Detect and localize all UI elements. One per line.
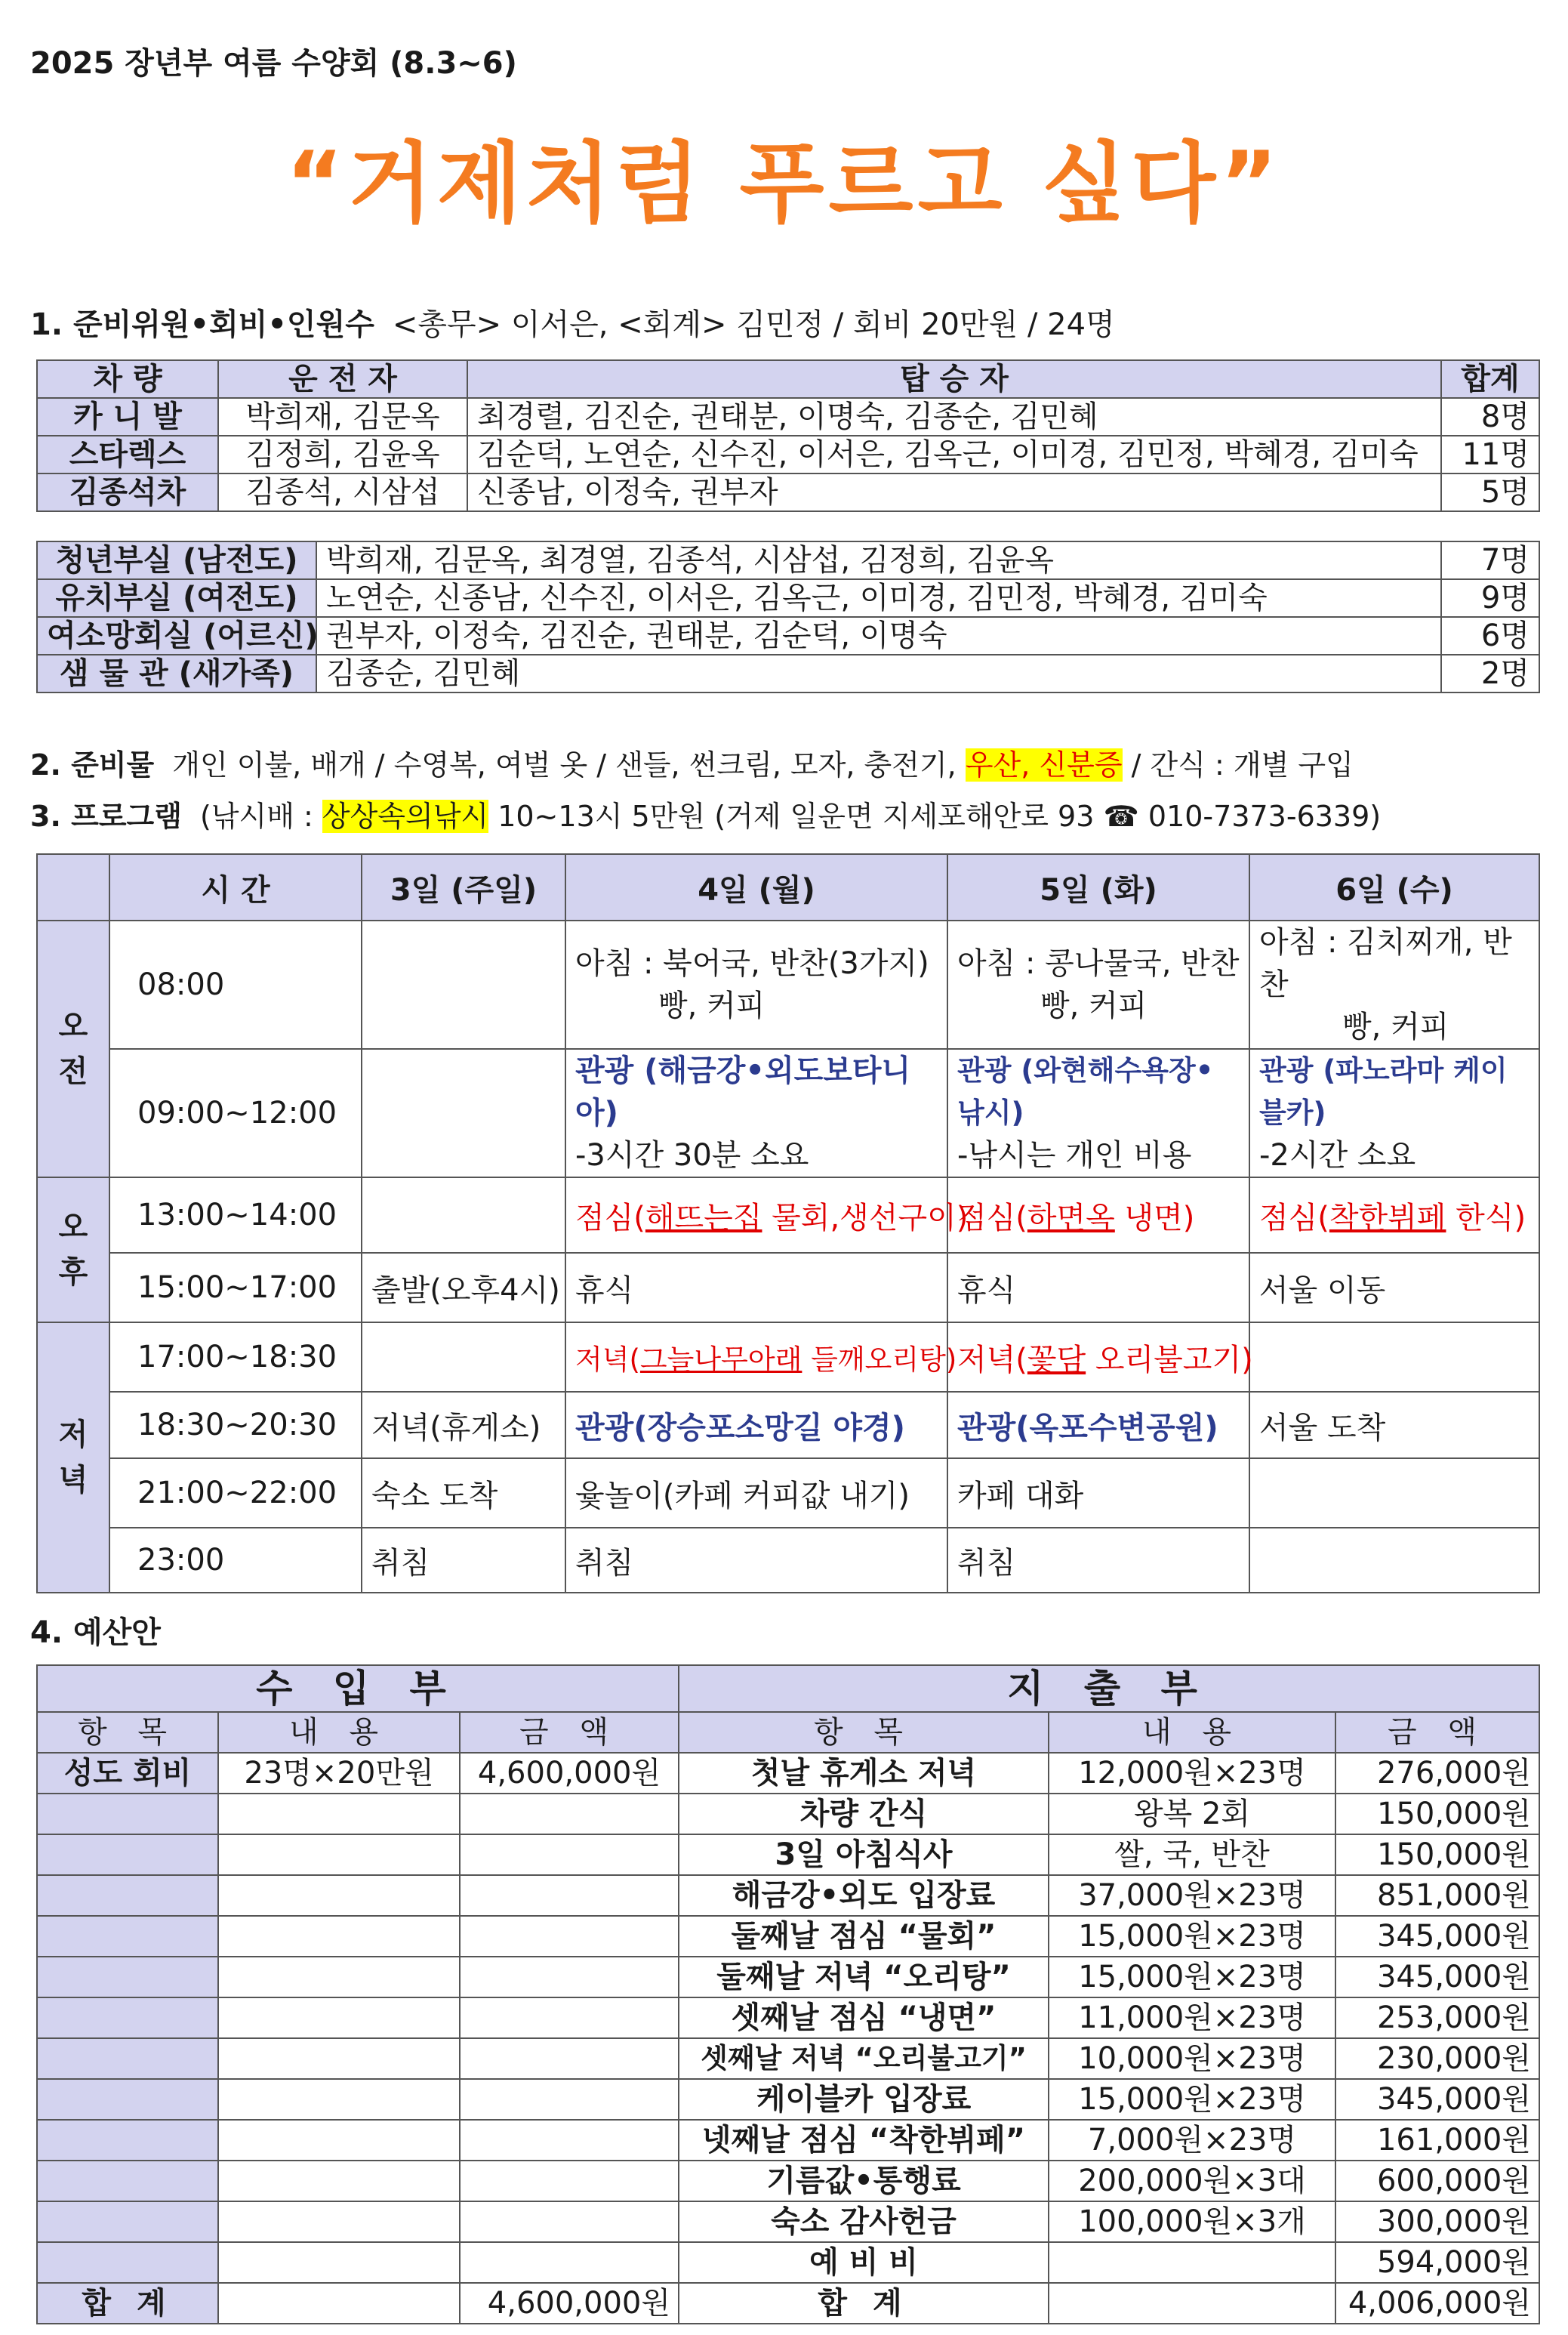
expense-item: 차량 간식: [679, 1794, 1049, 1834]
table-row: [37, 2038, 1539, 2079]
col-header-income-amount: 금 액: [460, 1712, 679, 1753]
table-row: [37, 655, 1539, 692]
table-row: [37, 1875, 1539, 1916]
car-total: 11명: [1441, 436, 1539, 473]
table-row: [37, 1957, 1539, 1997]
col-header-income-content: 내 용: [218, 1712, 460, 1753]
table-row: [37, 1834, 1539, 1875]
time-cell: 15:00~17:00: [109, 1253, 362, 1322]
period-am: 오전: [37, 921, 109, 1177]
day4-cell: 관광(장승포소망길 야경): [565, 1392, 947, 1458]
expense-item: 넷째날 점심 “착한뷔페”: [679, 2120, 1049, 2161]
day4-cell: 취침: [565, 1528, 947, 1593]
room-members: 박희재, 김문옥, 최경열, 김종석, 시삼섭, 김정희, 김윤옥: [316, 541, 1441, 579]
time-cell: 13:00~14:00: [109, 1177, 362, 1253]
expense-content: 왕복 2회: [1049, 1794, 1335, 1834]
section-2-tail: / 간식 : 개별 구입: [1122, 748, 1354, 782]
car-total: 8명: [1441, 398, 1539, 436]
expense-total: 4,006,000원: [1335, 2283, 1539, 2324]
page-header: 2025 장년부 여름 수양회 (8.3~6): [30, 46, 517, 81]
col-header-expense-item: 항 목: [679, 1712, 1049, 1753]
table-row: [37, 1392, 1539, 1458]
car-riders: 김순덕, 노연순, 신수진, 이서은, 김옥근, 이미경, 김민정, 박혜경, 김미숙: [467, 436, 1441, 473]
col-header-driver: 운 전 자: [218, 360, 467, 398]
table-row: [37, 1458, 1539, 1528]
period-pm: 오후: [37, 1177, 109, 1322]
table-row: [37, 473, 1539, 511]
table-row: [37, 1253, 1539, 1322]
expense-amount: 300,000원: [1335, 2201, 1539, 2242]
budget-table: [36, 1664, 1540, 2324]
table-row: [37, 617, 1539, 655]
income-title: 수 입 부: [37, 1665, 679, 1712]
car-table: [36, 359, 1540, 512]
budget-total-row: [37, 2283, 1539, 2324]
expense-amount: 851,000원: [1335, 1875, 1539, 1916]
section-4-label: 4. 예산안: [30, 1615, 161, 1650]
expense-item: 둘째날 점심 “물회”: [679, 1916, 1049, 1957]
page-title: “거제처럼 푸르고 싶다”: [285, 133, 1283, 235]
day5-cell: 저녁(꽃담 오리불고기): [947, 1322, 1249, 1392]
room-members: 노연순, 신종남, 신수진, 이서은, 김옥근, 이미경, 김민정, 박혜경, 김미숙: [316, 579, 1441, 617]
car-driver: 김종석, 시삼섭: [218, 473, 467, 511]
room-table: [36, 541, 1540, 693]
car-name: 스타렉스: [37, 436, 218, 473]
table-row: [37, 398, 1539, 436]
table-row: [37, 921, 1539, 1049]
section-4: [30, 1609, 179, 1652]
day5-cell: 점심(하면옥 냉면): [947, 1177, 1249, 1253]
day3-cell: [362, 1049, 565, 1177]
car-table-header: [37, 360, 1539, 398]
table-row: [37, 2120, 1539, 2161]
table-row: [37, 2161, 1539, 2201]
expense-total-label: 합 계: [679, 2283, 1049, 2324]
day4-cell: 윷놀이(카페 커피값 내기): [565, 1458, 947, 1528]
section-1-text: <총무> 이서은, <회계> 김민정 / 회비 20만원 / 24명: [392, 307, 1115, 342]
time-cell: 18:30~20:30: [109, 1392, 362, 1458]
income-content: 23명×20만원: [218, 1753, 460, 1794]
section-2-label: 2. 준비물: [30, 748, 155, 782]
expense-amount: 276,000원: [1335, 1753, 1539, 1794]
room-total: 9명: [1441, 579, 1539, 617]
expense-content: [1049, 2242, 1335, 2283]
col-header-income-item: 항 목: [37, 1712, 218, 1753]
col-header-period: [37, 854, 109, 921]
time-cell: 09:00~12:00: [109, 1049, 362, 1177]
section-3-highlight: 상상속의낚시: [322, 800, 489, 833]
expense-amount: 253,000원: [1335, 1997, 1539, 2038]
day3-cell: 숙소 도착: [362, 1458, 565, 1528]
car-driver: 김정희, 김윤옥: [218, 436, 467, 473]
day4-cell: 휴식: [565, 1253, 947, 1322]
day4-cell: 점심(해뜨는집 물회,생선구이): [565, 1177, 947, 1253]
program-table: [36, 853, 1540, 1593]
car-total: 5명: [1441, 473, 1539, 511]
expense-content: 쌀, 국, 반찬: [1049, 1834, 1335, 1875]
room-name: 청년부실 (남전도): [37, 541, 316, 579]
car-name: 카 니 발: [37, 398, 218, 436]
expense-item: 셋째날 저녁 “오리불고기”: [679, 2038, 1049, 2079]
day6-cell: 아침 : 김치찌개, 반찬 빵, 커피: [1249, 921, 1539, 1049]
expense-amount: 150,000원: [1335, 1794, 1539, 1834]
table-row: [37, 1177, 1539, 1253]
expense-content: 37,000원×23명: [1049, 1875, 1335, 1916]
day6-cell: 관광 (파노라마 케이블카) -2시간 소요: [1249, 1049, 1539, 1177]
day6-cell: [1249, 1458, 1539, 1528]
expense-amount: 345,000원: [1335, 1957, 1539, 1997]
col-header-day3: 3일 (주일): [362, 854, 565, 921]
col-header-riders: 탑 승 자: [467, 360, 1441, 398]
day5-cell: 취침: [947, 1528, 1249, 1593]
time-cell: 21:00~22:00: [109, 1458, 362, 1528]
expense-item: 해금강•외도 입장료: [679, 1875, 1049, 1916]
room-name: 여소망회실 (어르신): [37, 617, 316, 655]
time-cell: 23:00: [109, 1528, 362, 1593]
col-header-time: 시 간: [109, 854, 362, 921]
table-row: [37, 436, 1539, 473]
day3-cell: [362, 1177, 565, 1253]
program-header: [37, 854, 1539, 921]
time-cell: 17:00~18:30: [109, 1322, 362, 1392]
room-name: 유치부실 (여전도): [37, 579, 316, 617]
section-1: [30, 301, 1115, 344]
expense-amount: 150,000원: [1335, 1834, 1539, 1875]
table-row: [37, 1753, 1539, 1794]
section-2-text: 개인 이불, 배개 / 수영복, 여벌 옷 / 샌들, 썬크림, 모자, 충전기,: [172, 748, 966, 782]
day5-cell: 아침 : 콩나물국, 반찬 빵, 커피: [947, 921, 1249, 1049]
day5-cell: 관광 (와현해수욕장•낚시) -낚시는 개인 비용: [947, 1049, 1249, 1177]
car-riders: 최경렬, 김진순, 권태분, 이명숙, 김종순, 김민혜: [467, 398, 1441, 436]
day4-cell: 관광 (해금강•외도보타니아) -3시간 30분 소요: [565, 1049, 947, 1177]
table-row: [37, 2242, 1539, 2283]
room-total: 2명: [1441, 655, 1539, 692]
day5-cell: 휴식: [947, 1253, 1249, 1322]
expense-content: 12,000원×23명: [1049, 1753, 1335, 1794]
expense-content: 11,000원×23명: [1049, 1997, 1335, 2038]
expense-amount: 600,000원: [1335, 2161, 1539, 2201]
expense-content: 15,000원×23명: [1049, 1916, 1335, 1957]
table-row: [37, 1322, 1539, 1392]
day4-cell: 아침 : 북어국, 반찬(3가지) 빵, 커피: [565, 921, 947, 1049]
section-2-highlight: 우산, 신분증: [965, 748, 1123, 782]
expense-title: 지 출 부: [679, 1665, 1539, 1712]
room-members: 권부자, 이정숙, 김진순, 권태분, 김순덕, 이명숙: [316, 617, 1441, 655]
table-row: [37, 1794, 1539, 1834]
expense-amount: 594,000원: [1335, 2242, 1539, 2283]
day5-cell: 관광(옥포수변공원): [947, 1392, 1249, 1458]
table-row: [37, 2201, 1539, 2242]
budget-title-row: [37, 1665, 1539, 1712]
col-header-expense-content: 내 용: [1049, 1712, 1335, 1753]
expense-content: 200,000원×3대: [1049, 2161, 1335, 2201]
table-row: [37, 1916, 1539, 1957]
col-header-day4: 4일 (월): [565, 854, 947, 921]
expense-content: 100,000원×3개: [1049, 2201, 1335, 2242]
day6-cell: [1249, 1528, 1539, 1593]
table-row: [37, 1049, 1539, 1177]
expense-item: 첫날 휴게소 저녁: [679, 1753, 1049, 1794]
expense-item: 기름값•통행료: [679, 2161, 1049, 2201]
budget-sub-header: [37, 1712, 1539, 1753]
day6-cell: [1249, 1322, 1539, 1392]
day6-cell: 서울 이동: [1249, 1253, 1539, 1322]
col-header-day6: 6일 (수): [1249, 854, 1539, 921]
section-3-label: 3. 프로그램: [30, 800, 182, 833]
table-row: [37, 579, 1539, 617]
expense-amount: 345,000원: [1335, 1916, 1539, 1957]
day3-cell: [362, 1322, 565, 1392]
expense-item: 둘째날 저녁 “오리탕”: [679, 1957, 1049, 1997]
income-total: 4,600,000원: [460, 2283, 679, 2324]
expense-amount: 161,000원: [1335, 2120, 1539, 2161]
day3-cell: 출발(오후4시): [362, 1253, 565, 1322]
section-3-tail: 10~13시 5만원 (거제 일운면 지세포해안로 93 ☎ 010-7373-6339): [488, 800, 1382, 833]
expense-amount: 230,000원: [1335, 2038, 1539, 2079]
day6-cell: 서울 도착: [1249, 1392, 1539, 1458]
day4-cell: 저녁(그늘나무아래 들깨오리탕): [565, 1322, 947, 1392]
expense-item: 케이블카 입장료: [679, 2079, 1049, 2120]
table-row: [37, 1528, 1539, 1593]
day5-cell: 카페 대화: [947, 1458, 1249, 1528]
section-1-label: 1. 준비위원•회비•인원수: [30, 307, 374, 342]
room-total: 7명: [1441, 541, 1539, 579]
section-2: [30, 742, 1354, 783]
col-header-total: 합계: [1441, 360, 1539, 398]
section-3: [30, 793, 1381, 834]
day6-cell: 점심(착한뷔페 한식): [1249, 1177, 1539, 1253]
car-name: 김종석차: [37, 473, 218, 511]
period-eve: 저녁: [37, 1322, 109, 1593]
expense-item: 숙소 감사헌금: [679, 2201, 1049, 2242]
table-row: [37, 1997, 1539, 2038]
expense-content: 10,000원×23명: [1049, 2038, 1335, 2079]
expense-item: 셋째날 점심 “냉면”: [679, 1997, 1049, 2038]
room-members: 김종순, 김민혜: [316, 655, 1441, 692]
day3-cell: 취침: [362, 1528, 565, 1593]
col-header-car: 차 량: [37, 360, 218, 398]
expense-amount: 345,000원: [1335, 2079, 1539, 2120]
col-header-day5: 5일 (화): [947, 854, 1249, 921]
income-total-label: 합 계: [37, 2283, 218, 2324]
room-name: 샘 물 관 (새가족): [37, 655, 316, 692]
time-cell: 08:00: [109, 921, 362, 1049]
expense-content: 7,000원×23명: [1049, 2120, 1335, 2161]
expense-item: 3일 아침식사: [679, 1834, 1049, 1875]
expense-content: 15,000원×23명: [1049, 2079, 1335, 2120]
day3-cell: 저녁(휴게소): [362, 1392, 565, 1458]
table-row: [37, 2079, 1539, 2120]
day3-cell: [362, 921, 565, 1049]
expense-content: 15,000원×23명: [1049, 1957, 1335, 1997]
car-driver: 박희재, 김문옥: [218, 398, 467, 436]
income-item: 성도 회비: [37, 1753, 218, 1794]
expense-item: 예 비 비: [679, 2242, 1049, 2283]
section-3-pre: (낚시배 :: [199, 800, 322, 833]
car-riders: 신종남, 이정숙, 권부자: [467, 473, 1441, 511]
table-row: [37, 541, 1539, 579]
col-header-expense-amount: 금 액: [1335, 1712, 1539, 1753]
room-total: 6명: [1441, 617, 1539, 655]
income-amount: 4,600,000원: [460, 1753, 679, 1794]
